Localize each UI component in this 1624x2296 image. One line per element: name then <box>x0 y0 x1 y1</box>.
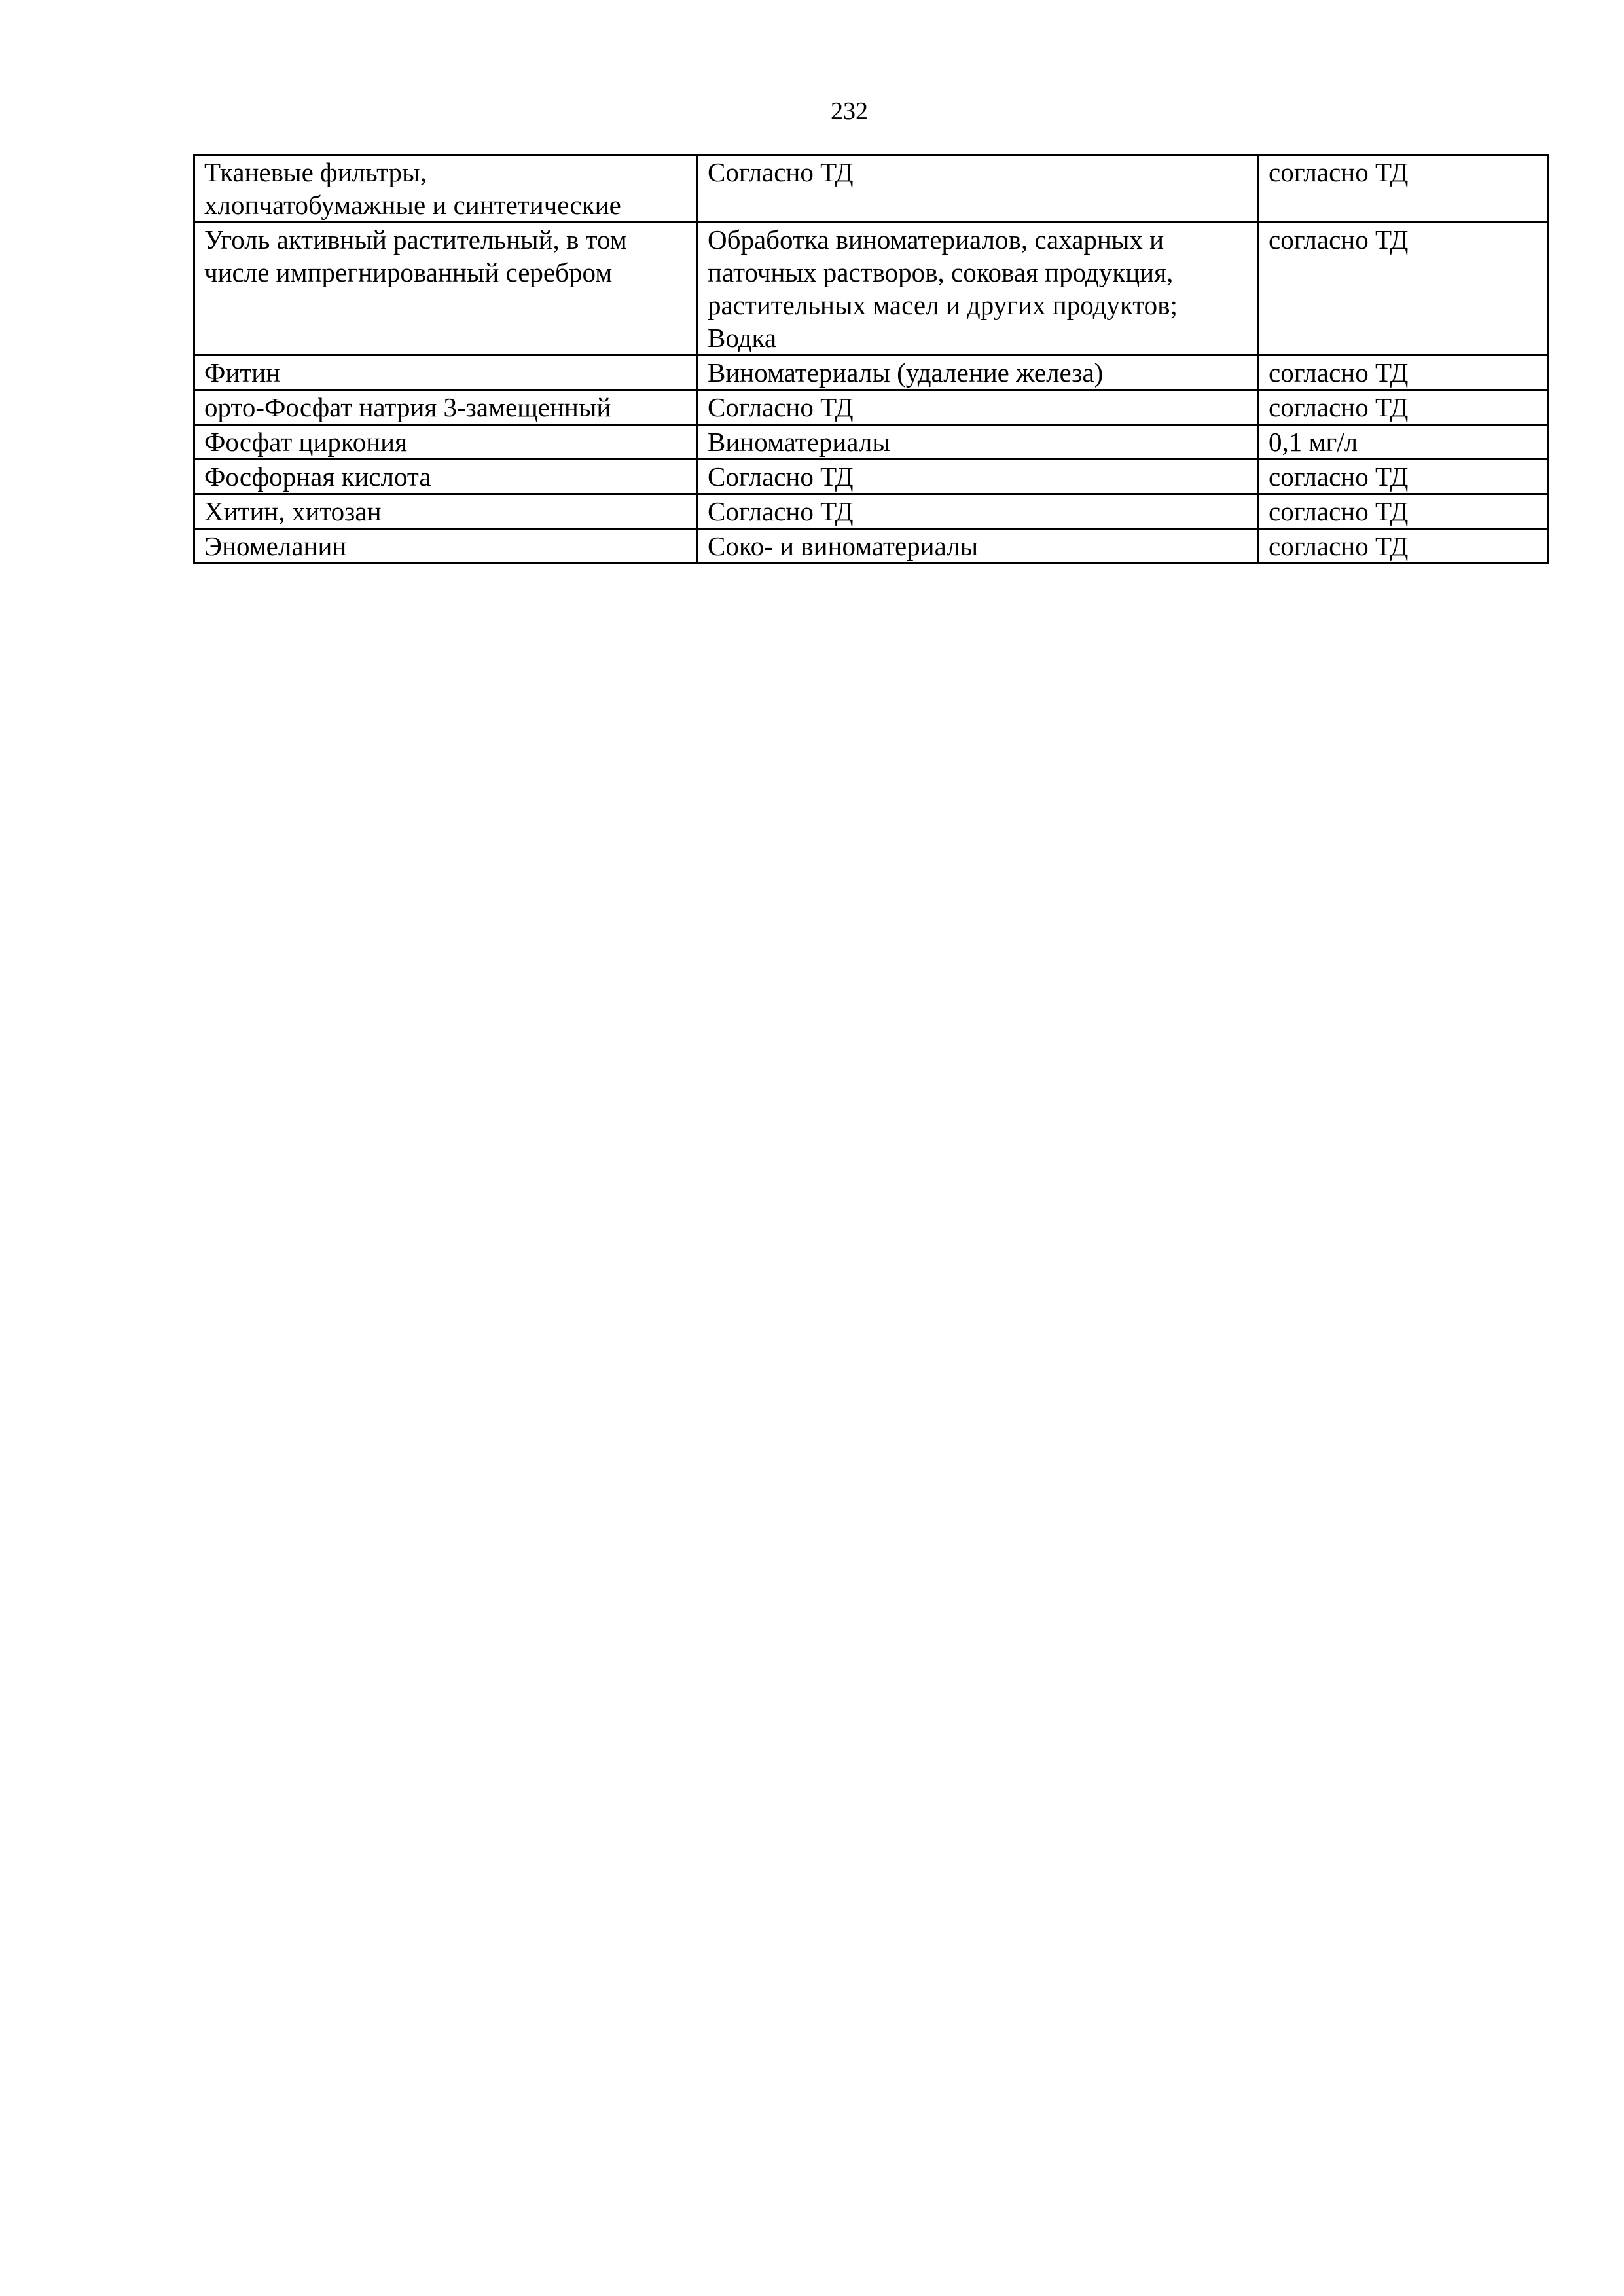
usage-text: Согласно ТД <box>708 496 854 526</box>
limit-text: согласно ТД <box>1269 392 1409 422</box>
page-number: 232 <box>831 98 868 125</box>
limit-cell <box>1259 494 1549 529</box>
substance-text: Фитин <box>204 357 281 388</box>
usage-text: Согласно ТД <box>708 157 854 187</box>
usage-cell <box>698 425 1259 460</box>
usage-cell <box>698 390 1259 425</box>
substance-cell <box>194 460 698 494</box>
substance-cell <box>194 155 698 223</box>
table-row <box>194 425 1549 460</box>
usage-cell <box>698 460 1259 494</box>
usage-text: Соко- и виноматериалы <box>708 531 979 561</box>
limit-cell <box>1259 223 1549 355</box>
substance-cell <box>194 355 698 390</box>
limit-cell <box>1259 390 1549 425</box>
usage-cell <box>698 494 1259 529</box>
table-row <box>194 460 1549 494</box>
substance-cell <box>194 390 698 425</box>
limit-cell <box>1259 425 1549 460</box>
substance-text: Эномеланин <box>204 531 347 561</box>
usage-cell <box>698 355 1259 390</box>
usage-text: Согласно ТД <box>708 462 854 492</box>
table-row <box>194 355 1549 390</box>
limit-cell <box>1259 460 1549 494</box>
table-row <box>194 494 1549 529</box>
usage-text: Виноматериалы (удаление железа) <box>708 357 1104 388</box>
substance-cell <box>194 223 698 355</box>
limit-cell <box>1259 155 1549 223</box>
usage-cell <box>698 529 1259 564</box>
limit-text: согласно ТД <box>1269 157 1409 187</box>
substance-cell <box>194 425 698 460</box>
limit-text: согласно ТД <box>1269 225 1409 255</box>
limit-cell <box>1259 529 1549 564</box>
usage-cell <box>698 223 1259 355</box>
table-row <box>194 223 1549 355</box>
limit-cell <box>1259 355 1549 390</box>
limit-text: согласно ТД <box>1269 496 1409 526</box>
table-row <box>194 390 1549 425</box>
usage-text: Виноматериалы <box>708 427 890 457</box>
substance-text: орто-Фосфат натрия 3-замещенный <box>204 392 611 422</box>
table-row <box>194 529 1549 564</box>
limit-text: согласно ТД <box>1269 531 1409 561</box>
substance-text: Тканевые фильтры, хлопчатобумажные и синтетические <box>204 157 621 220</box>
substance-cell <box>194 494 698 529</box>
substance-text: Фосфорная кислота <box>204 462 431 492</box>
substance-text: Фосфат циркония <box>204 427 407 457</box>
table-row <box>194 155 1549 223</box>
usage-cell <box>698 155 1259 223</box>
limit-text: согласно ТД <box>1269 462 1409 492</box>
additives-table <box>193 154 1549 564</box>
limit-text: 0,1 мг/л <box>1269 427 1358 457</box>
usage-text: Обработка виноматериалов, сахарных и паточных растворов, соковая продукция, растительных масел и других продуктов; Водка <box>708 225 1178 353</box>
substance-text: Хитин, хитозан <box>204 496 382 526</box>
limit-text: согласно ТД <box>1269 357 1409 388</box>
substance-text: Уголь активный растительный, в том числе импрегнированный серебром <box>204 225 627 287</box>
usage-text: Согласно ТД <box>708 392 854 422</box>
substance-cell <box>194 529 698 564</box>
